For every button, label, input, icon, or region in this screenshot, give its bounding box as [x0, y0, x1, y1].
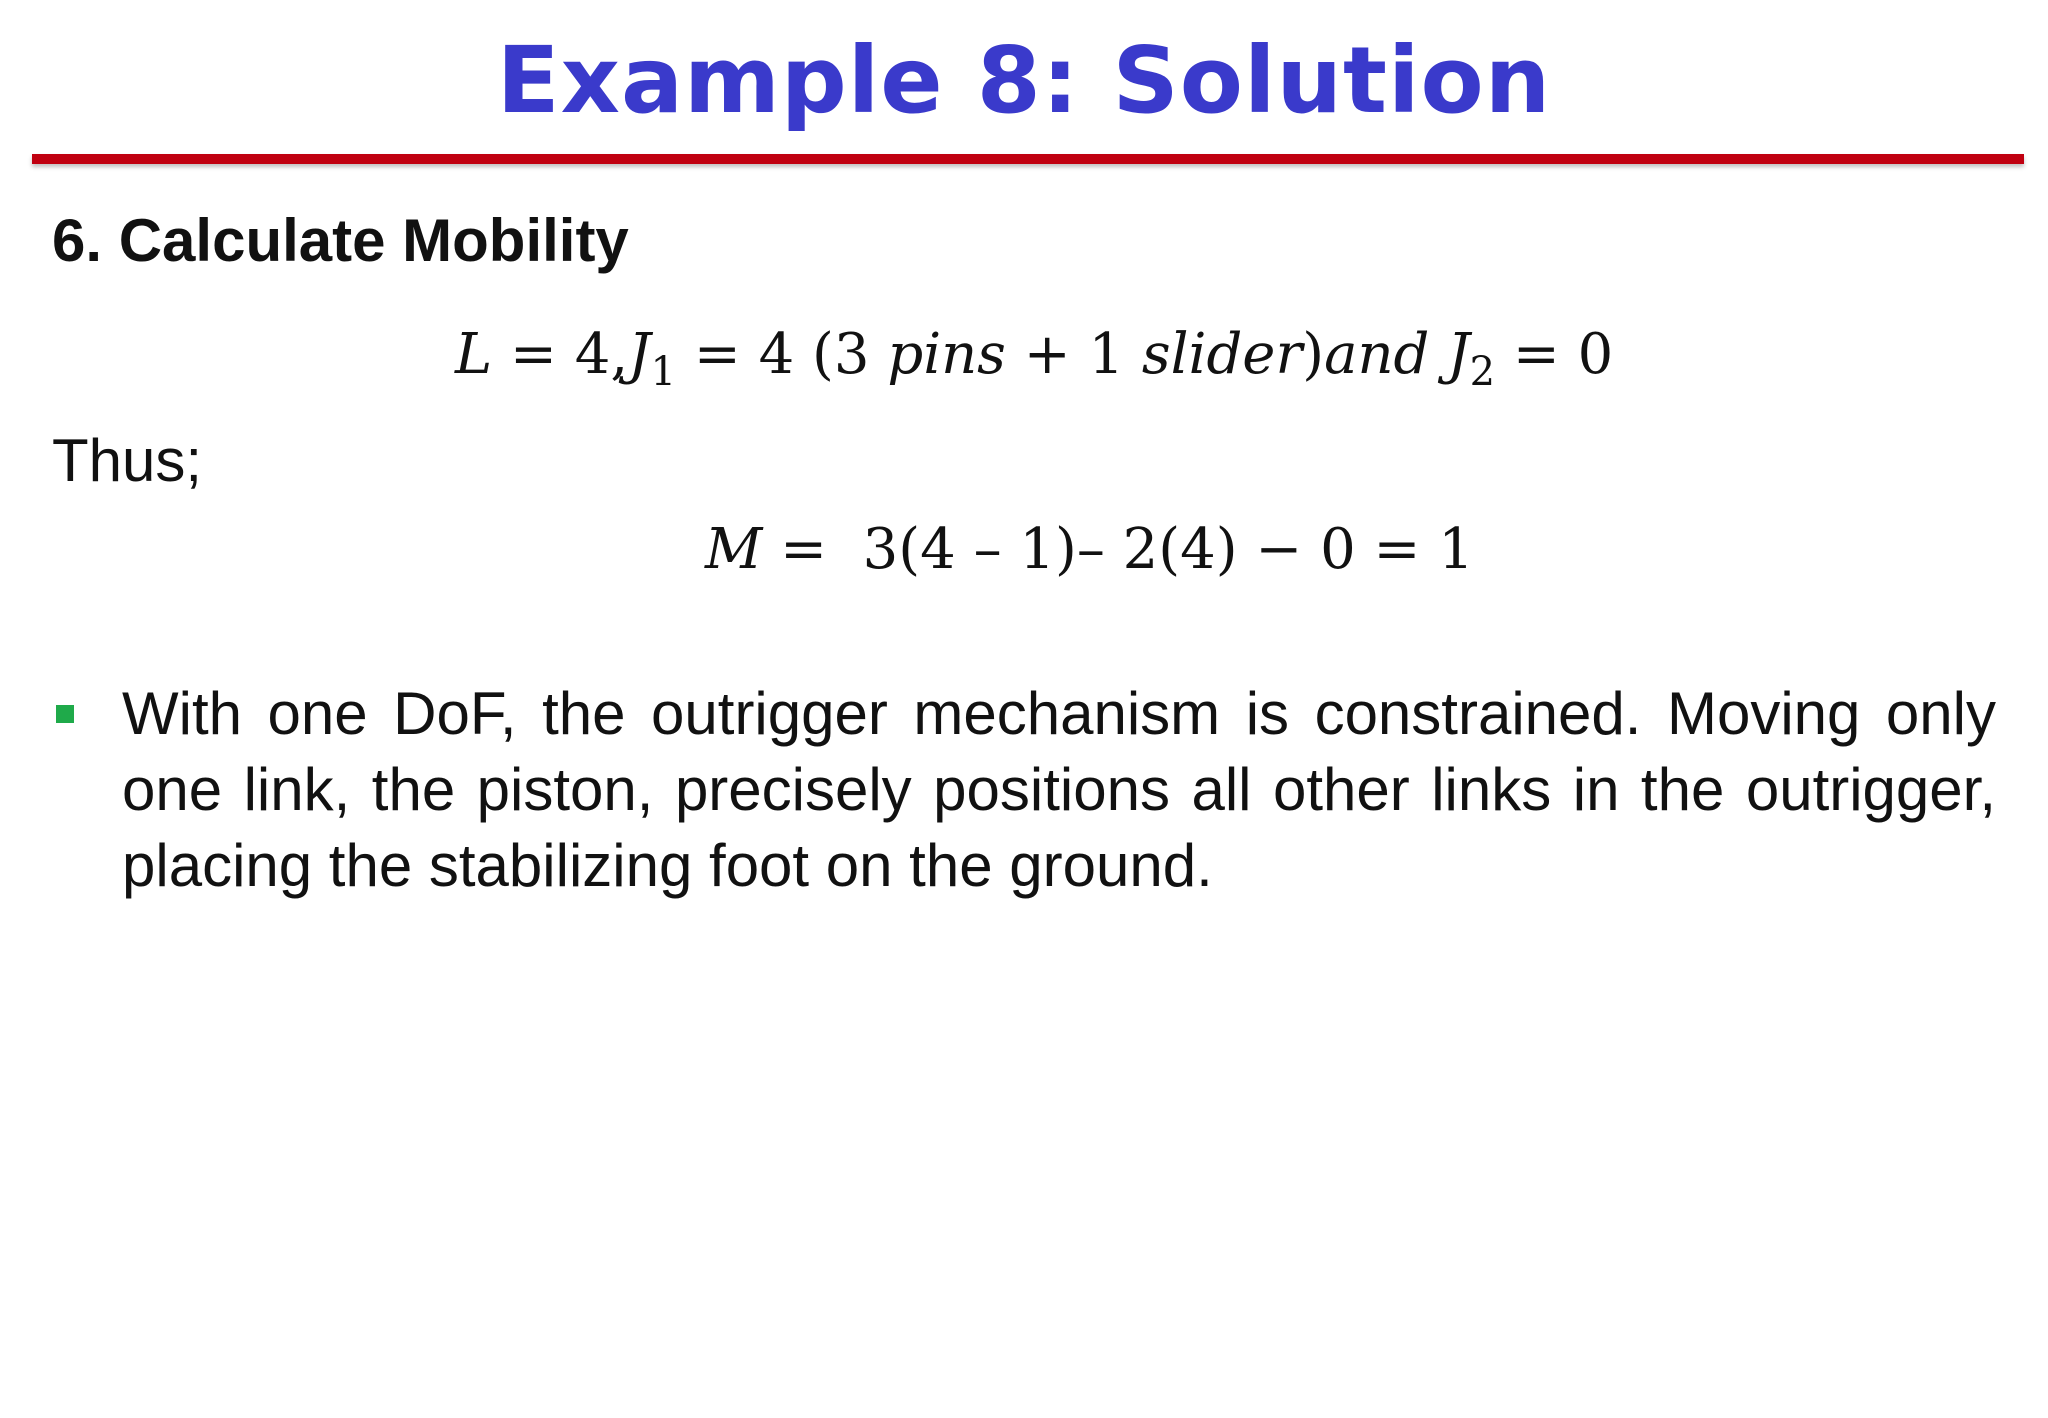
eq-L-value: 4,: [574, 322, 629, 387]
slide-title: Example 8: Solution: [496, 27, 1552, 134]
eq-and-word: and: [1324, 322, 1430, 387]
eq-J1-subscript: 1: [650, 349, 677, 395]
eq-equals: =: [510, 322, 557, 387]
eq-mobility-expression: = 3(4 – 1)– 2(4) − 0 = 1: [762, 517, 1474, 582]
thus-text: Thus;: [52, 427, 203, 494]
eq-pins-word: pins: [887, 322, 1006, 387]
section-heading: 6. Calculate Mobility: [52, 207, 629, 274]
equation-links-joints: [455, 320, 1614, 395]
eq-J1-symbol: J: [628, 322, 651, 387]
eq-equals-2: =: [693, 322, 741, 387]
eq-J2-symbol: J: [1447, 322, 1470, 387]
eq-J1-value: 4 (3: [758, 322, 870, 387]
eq-plus-one: + 1: [1023, 322, 1125, 387]
eq-J2-value: = 0: [1512, 322, 1614, 387]
eq-J2-subscript: 2: [1469, 349, 1496, 395]
eq-close-paren: ): [1302, 322, 1325, 387]
title-underline-rule: [32, 154, 2024, 164]
bullet-text: With one DoF, the outrigger mechanism is constrained. Moving only one link, the piston, precisely positions all other links in the outrigger, placing the stabilizing foot on the ground.: [122, 680, 1996, 899]
bullet-square-icon: [56, 705, 74, 723]
eq-M-symbol: M: [705, 517, 763, 582]
eq-L-symbol: L: [455, 322, 493, 387]
equation-mobility: [705, 515, 1474, 585]
eq-slider-word: slider: [1141, 322, 1303, 387]
